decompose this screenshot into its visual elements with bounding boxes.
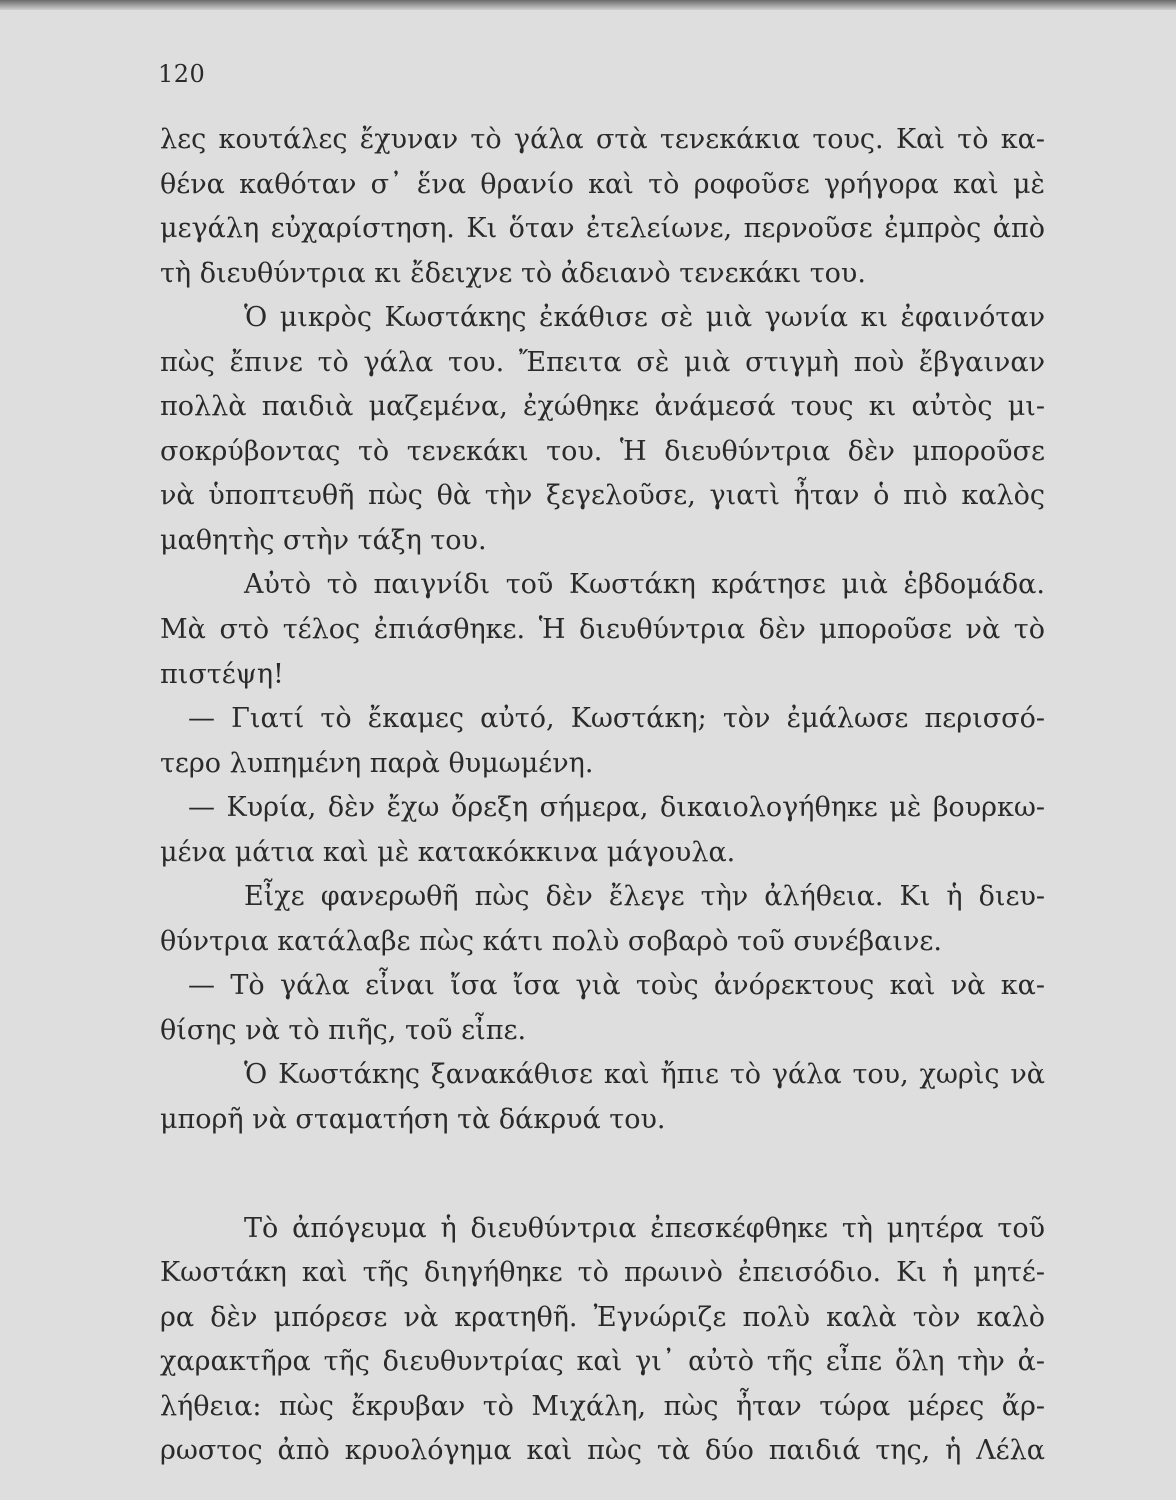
text-line: τερο λυπημένη παρὰ θυμωμένη. [160, 747, 594, 779]
paragraph [160, 875, 1045, 964]
paragraph [160, 563, 1045, 697]
text-line: ρωστος ἀπὸ κρυολόγημα καὶ πὼς τὰ δύο παιδιά της, ἡ Λέλα [160, 1435, 1045, 1467]
section-morning [160, 118, 1045, 1143]
text-line: Τὸ ἀπόγευμα ἡ διευθύντρια ἐπεσκέφθηκε τὴ μητέρα τοῦ [244, 1212, 1045, 1244]
text-line: — Γιατί τὸ ἔκαμες αὐτό, Κωστάκη; τὸν ἐμάλωσε περισσό- [188, 703, 1045, 735]
text-line: πὼς ἔπινε τὸ γάλα του. Ἔπειτα σὲ μιὰ στιγμὴ ποὺ ἔβγαιναν [160, 346, 1045, 378]
text-line: ρα δὲν μπόρεσε νὰ κρατηθῆ. Ἐγνώριζε πολὺ καλὰ τὸν καλὸ [160, 1301, 1045, 1333]
section-afternoon [160, 1207, 1045, 1474]
dialogue-paragraph [160, 964, 1045, 1053]
section-break [160, 1143, 1045, 1207]
text-line: Ὁ μικρὸς Κωστάκης ἐκάθισε σὲ μιὰ γωνία κι ἐφαινόταν [244, 302, 1045, 334]
paragraph [160, 1053, 1045, 1142]
text-line: Μὰ στὸ τέλος ἐπιάσθηκε. Ἡ διευθύντρια δὲν μποροῦσε νὰ τὸ [160, 614, 1045, 646]
dialogue-paragraph [160, 786, 1045, 875]
text-line: — Τὸ γάλα εἶναι ἴσα ἴσα γιὰ τοὺς ἀνόρεκτους καὶ νὰ κα- [188, 970, 1045, 1002]
paragraph [160, 118, 1045, 296]
page-number: 120 [158, 60, 206, 88]
text-line: χαρακτῆρα τῆς διευθυντρίας καὶ γι᾽ αὐτὸ τῆς εἶπε ὅλη τὴν ἀ- [160, 1346, 1045, 1378]
text-line: μαθητὴς στὴν τάξη του. [160, 524, 487, 556]
text-line: θίσης νὰ τὸ πιῆς, τοῦ εἶπε. [160, 1014, 527, 1046]
body-text [160, 118, 1045, 1474]
paragraph [160, 1207, 1045, 1474]
text-line: λήθεια: πὼς ἔκρυβαν τὸ Μιχάλη, πὼς ἦταν τώρα μέρες ἄρ- [160, 1390, 1045, 1422]
text-line: θύντρια κατάλαβε πὼς κάτι πολὺ σοβαρὸ τοῦ συνέβαινε. [160, 925, 942, 957]
dialogue-paragraph [160, 697, 1045, 786]
text-line: πολλὰ παιδιὰ μαζεμένα, ἐχώθηκε ἀνάμεσά τους κι αὐτὸς μι- [160, 391, 1045, 423]
text-line: θένα καθόταν σ᾽ ἕνα θρανίο καὶ τὸ ροφοῦσε γρήγορα καὶ μὲ [160, 168, 1045, 200]
text-line: μένα μάτια καὶ μὲ κατακόκκινα μάγουλα. [160, 836, 736, 868]
text-line: μπορῆ νὰ σταματήση τὰ δάκρυά του. [160, 1104, 666, 1136]
page-top-edge [0, 0, 1176, 10]
text-line: μεγάλη εὐχαρίστηση. Κι ὅταν ἐτελείωνε, περνοῦσε ἐμπρὸς ἀπὸ [160, 213, 1045, 245]
text-line: τὴ διευθύντρια κι ἔδειχνε τὸ ἀδειανὸ τενεκάκι του. [160, 257, 866, 289]
text-line: νὰ ὑποπτευθῆ πὼς θὰ τὴν ξεγελοῦσε, γιατὶ ἦταν ὁ πιὸ καλὸς [160, 480, 1045, 512]
text-line: Εἶχε φανερωθῆ πὼς δὲν ἔλεγε τὴν ἀλήθεια. Κι ἡ διευ- [244, 881, 1045, 913]
text-line: Κωστάκη καὶ τῆς διηγήθηκε τὸ πρωινὸ ἐπεισόδιο. Κι ἡ μητέ- [160, 1257, 1045, 1289]
text-line: — Κυρία, δὲν ἔχω ὄρεξη σήμερα, δικαιολογήθηκε μὲ βουρκω- [188, 792, 1045, 824]
text-line: λες κουτάλες ἔχυναν τὸ γάλα στὰ τενεκάκια τους. Καὶ τὸ κα- [160, 124, 1045, 155]
text-line: Ὁ Κωστάκης ξανακάθισε καὶ ἤπιε τὸ γάλα του, χωρὶς νὰ [244, 1059, 1045, 1091]
text-line: πιστέψη! [160, 658, 284, 690]
paragraph [160, 296, 1045, 563]
text-line: Αὐτὸ τὸ παιγνίδι τοῦ Κωστάκη κράτησε μιὰ ἑβδομάδα. [244, 569, 1045, 601]
text-line: σοκρύβοντας τὸ τενεκάκι του. Ἡ διευθύντρια δὲν μποροῦσε [160, 435, 1045, 467]
